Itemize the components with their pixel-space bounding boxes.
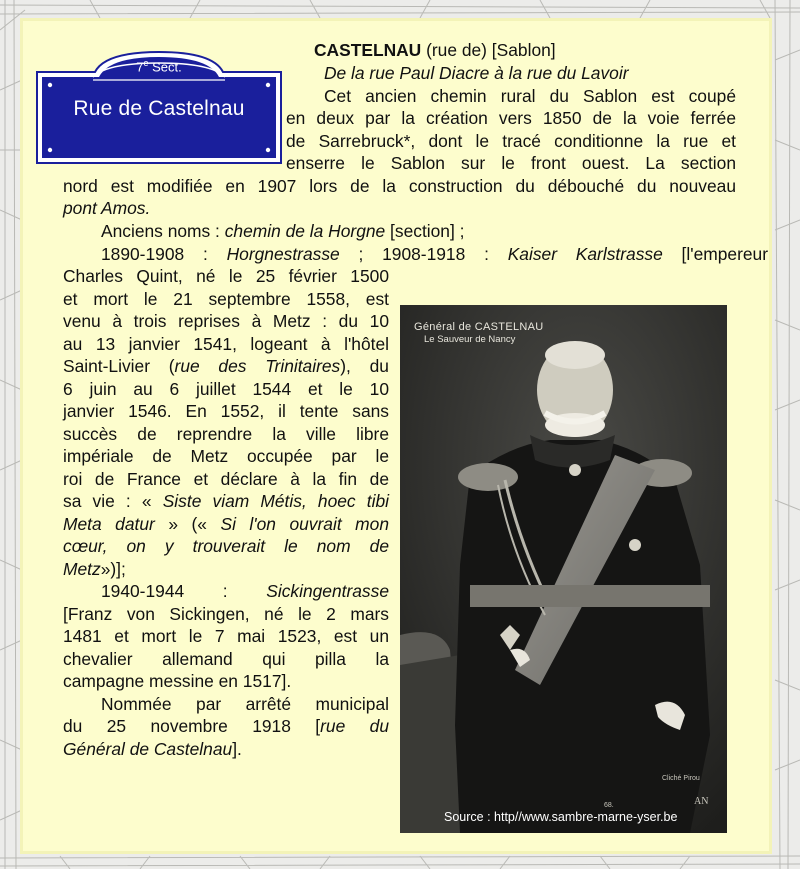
p3-line-3: et mort le 21 septembre 1558, est (63, 289, 389, 309)
p2-label: Anciens noms : (101, 221, 225, 241)
photo-number: 68. (604, 802, 614, 809)
p3-name2: Kaiser Karlstrasse (507, 244, 663, 264)
p3-l14: cœur, on y trouverait le nom de (63, 536, 389, 556)
p3-line-9: succès de reprendre la ville libre (63, 424, 389, 444)
p4-line-5: campagne messine en 1517]. (63, 671, 292, 691)
p4-line-1 (101, 580, 389, 602)
p3-line-12 (63, 490, 389, 512)
sign-section-word: Sect. (152, 59, 182, 75)
p5-l3a: Général de Castelnau (63, 739, 233, 759)
p4-name: Sickingentrasse (266, 581, 389, 601)
p3-l13a: Meta datur (63, 514, 155, 534)
street-sign (35, 50, 283, 165)
p3-line-15 (63, 558, 389, 580)
p5-l3b: ]. (232, 739, 242, 759)
p4-line-3: 1481 et mort le 7 mai 1523, est un (63, 626, 389, 646)
p3-l15a: Metz (63, 559, 101, 579)
p1-line-2: en deux par la création vers 1850 de la voie ferrée (286, 108, 736, 128)
p1-line-4: enserre le Sablon sur le front ouest. La section (286, 153, 736, 173)
p3-rest: [l'empereur (662, 244, 769, 264)
p3-l12b: Siste viam Métis, hoec tibi (162, 491, 389, 511)
p5-l2b: rue du (320, 716, 389, 736)
p3-l12a: sa vie : « (63, 491, 163, 511)
p3-name1: Horgnestrasse (226, 244, 340, 264)
title-rest: (rue de) [Sablon] (421, 40, 556, 60)
p3-l13c: Si l'on ouvrait mon (220, 514, 389, 534)
p4-years: 1940-1944 : (101, 581, 267, 601)
sign-section-suffix: e (143, 58, 149, 68)
p3-line-11: roi de France et déclare à la fin de (63, 469, 389, 489)
sign-street-name: Rue de Castelnau (73, 97, 245, 120)
pont-amos: pont Amos. (63, 198, 151, 218)
p5-line-1: Nommée par arrêté municipal (101, 694, 389, 714)
title-bold: CASTELNAU (314, 40, 422, 60)
p1-line-1: Cet ancien chemin rural du Sablon est coupé (324, 86, 736, 106)
p2-rest: [section] ; (385, 221, 465, 241)
photo-caption-title: Général de CASTELNAU (414, 321, 544, 333)
p5-line-3 (63, 738, 389, 760)
p5-l2a: du 25 novembre 1918 [ (63, 716, 321, 736)
p1-line-5: nord est modifiée en 1907 lors de la construction du débouché du nouveau (63, 176, 736, 196)
sign-section (35, 58, 283, 74)
p3-line-13 (63, 513, 389, 535)
p3-line-10: impériale de Metz occupée par le (63, 446, 389, 466)
p3-line-8: janvier 1546. En 1552, il tente sans (63, 401, 389, 421)
p2-name: chemin de la Horgne (224, 221, 386, 241)
sign-section-number: 7 (136, 59, 144, 75)
p3-line-1 (101, 243, 768, 265)
p3-line-5: au 13 janvier 1541, logeant à l'hôtel (63, 334, 389, 354)
p3-years2: ; 1908-1918 : (339, 244, 508, 264)
p4-line-2: [Franz von Sickingen, né le 2 mars (63, 604, 389, 624)
p3-line-4: venu à trois reprises à Metz : du 10 (63, 311, 389, 331)
publisher-mark: AN (694, 796, 709, 807)
p1-line-6 (63, 197, 736, 219)
p3-l6c: ), du (340, 356, 389, 376)
p2-line (101, 220, 736, 242)
p3-l15b: »)]; (100, 559, 126, 579)
article-title (314, 39, 734, 61)
p3-l13b: » (« (154, 514, 221, 534)
p3-years1: 1890-1908 : (101, 244, 227, 264)
article-subtitle (324, 62, 724, 84)
p3-line-2: Charles Quint, né le 25 février 1500 (63, 266, 389, 286)
p1-line-3: de Sarrebruck*, dont le tracé conditionne la rue et (286, 131, 736, 151)
photo-credit: Cliché Pirou (662, 775, 700, 782)
portrait-photo (400, 305, 727, 833)
subtitle-text: De la rue Paul Diacre à la rue du Lavoir (324, 63, 629, 83)
p3-l6b: rue des Trinitaires (174, 356, 341, 376)
p4-line-4: chevalier allemand qui pilla la (63, 649, 389, 669)
photo-caption-subtitle: Le Sauveur de Nancy (424, 334, 516, 345)
p3-line-7: 6 juin au 6 juillet 1544 et le 10 (63, 379, 389, 399)
p3-l6a: Saint-Livier ( (63, 356, 175, 376)
p5-line-2 (63, 715, 389, 737)
photo-source: Source : http//www.sambre-marne-yser.be (444, 810, 678, 824)
p3-line-6 (63, 355, 389, 377)
p3-line-14 (63, 535, 389, 557)
